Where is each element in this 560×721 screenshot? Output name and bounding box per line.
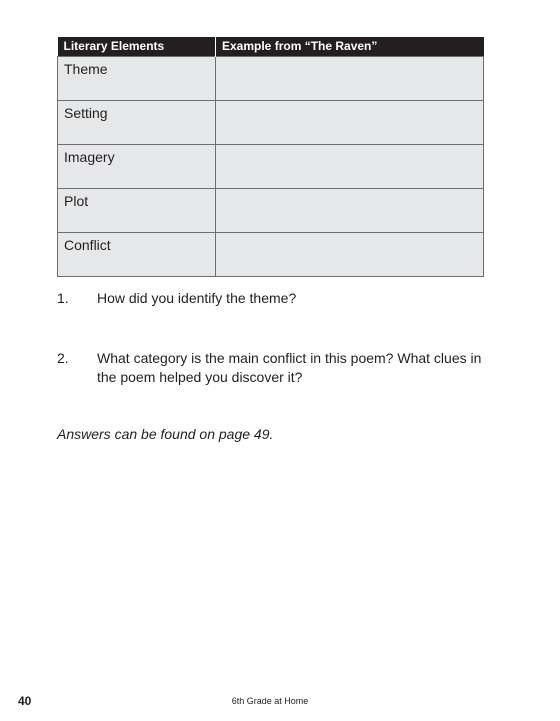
column-header-literary-elements: Literary Elements bbox=[58, 37, 216, 57]
literary-elements-table bbox=[57, 37, 484, 277]
element-cell: Theme bbox=[58, 57, 216, 101]
example-answer-cell[interactable] bbox=[216, 57, 484, 101]
question-item bbox=[57, 289, 497, 308]
question-text: How did you identify the theme? bbox=[97, 290, 297, 306]
table-row bbox=[58, 189, 484, 233]
question-list bbox=[57, 289, 497, 387]
question-text: What category is the main conflict in this poem? What clues in the poem helped you discover it? bbox=[97, 350, 482, 385]
table-row bbox=[58, 57, 484, 101]
element-cell: Setting bbox=[58, 101, 216, 145]
element-cell: Imagery bbox=[58, 145, 216, 189]
element-cell: Conflict bbox=[58, 233, 216, 277]
element-cell: Plot bbox=[58, 189, 216, 233]
column-header-example: Example from “The Raven” bbox=[216, 37, 484, 57]
table-row bbox=[58, 145, 484, 189]
example-answer-cell[interactable] bbox=[216, 101, 484, 145]
example-answer-cell[interactable] bbox=[216, 189, 484, 233]
question-number: 2. bbox=[57, 350, 69, 366]
table-header-row bbox=[58, 37, 484, 57]
example-answer-cell[interactable] bbox=[216, 233, 484, 277]
question-number: 1. bbox=[57, 290, 69, 306]
page-number: 40 bbox=[18, 694, 32, 708]
table-row bbox=[58, 233, 484, 277]
question-item bbox=[57, 349, 497, 387]
footer-title: 6th Grade at Home bbox=[231, 696, 309, 706]
example-answer-cell[interactable] bbox=[216, 145, 484, 189]
table-row bbox=[58, 101, 484, 145]
answers-note: Answers can be found on page 49. bbox=[57, 426, 274, 442]
